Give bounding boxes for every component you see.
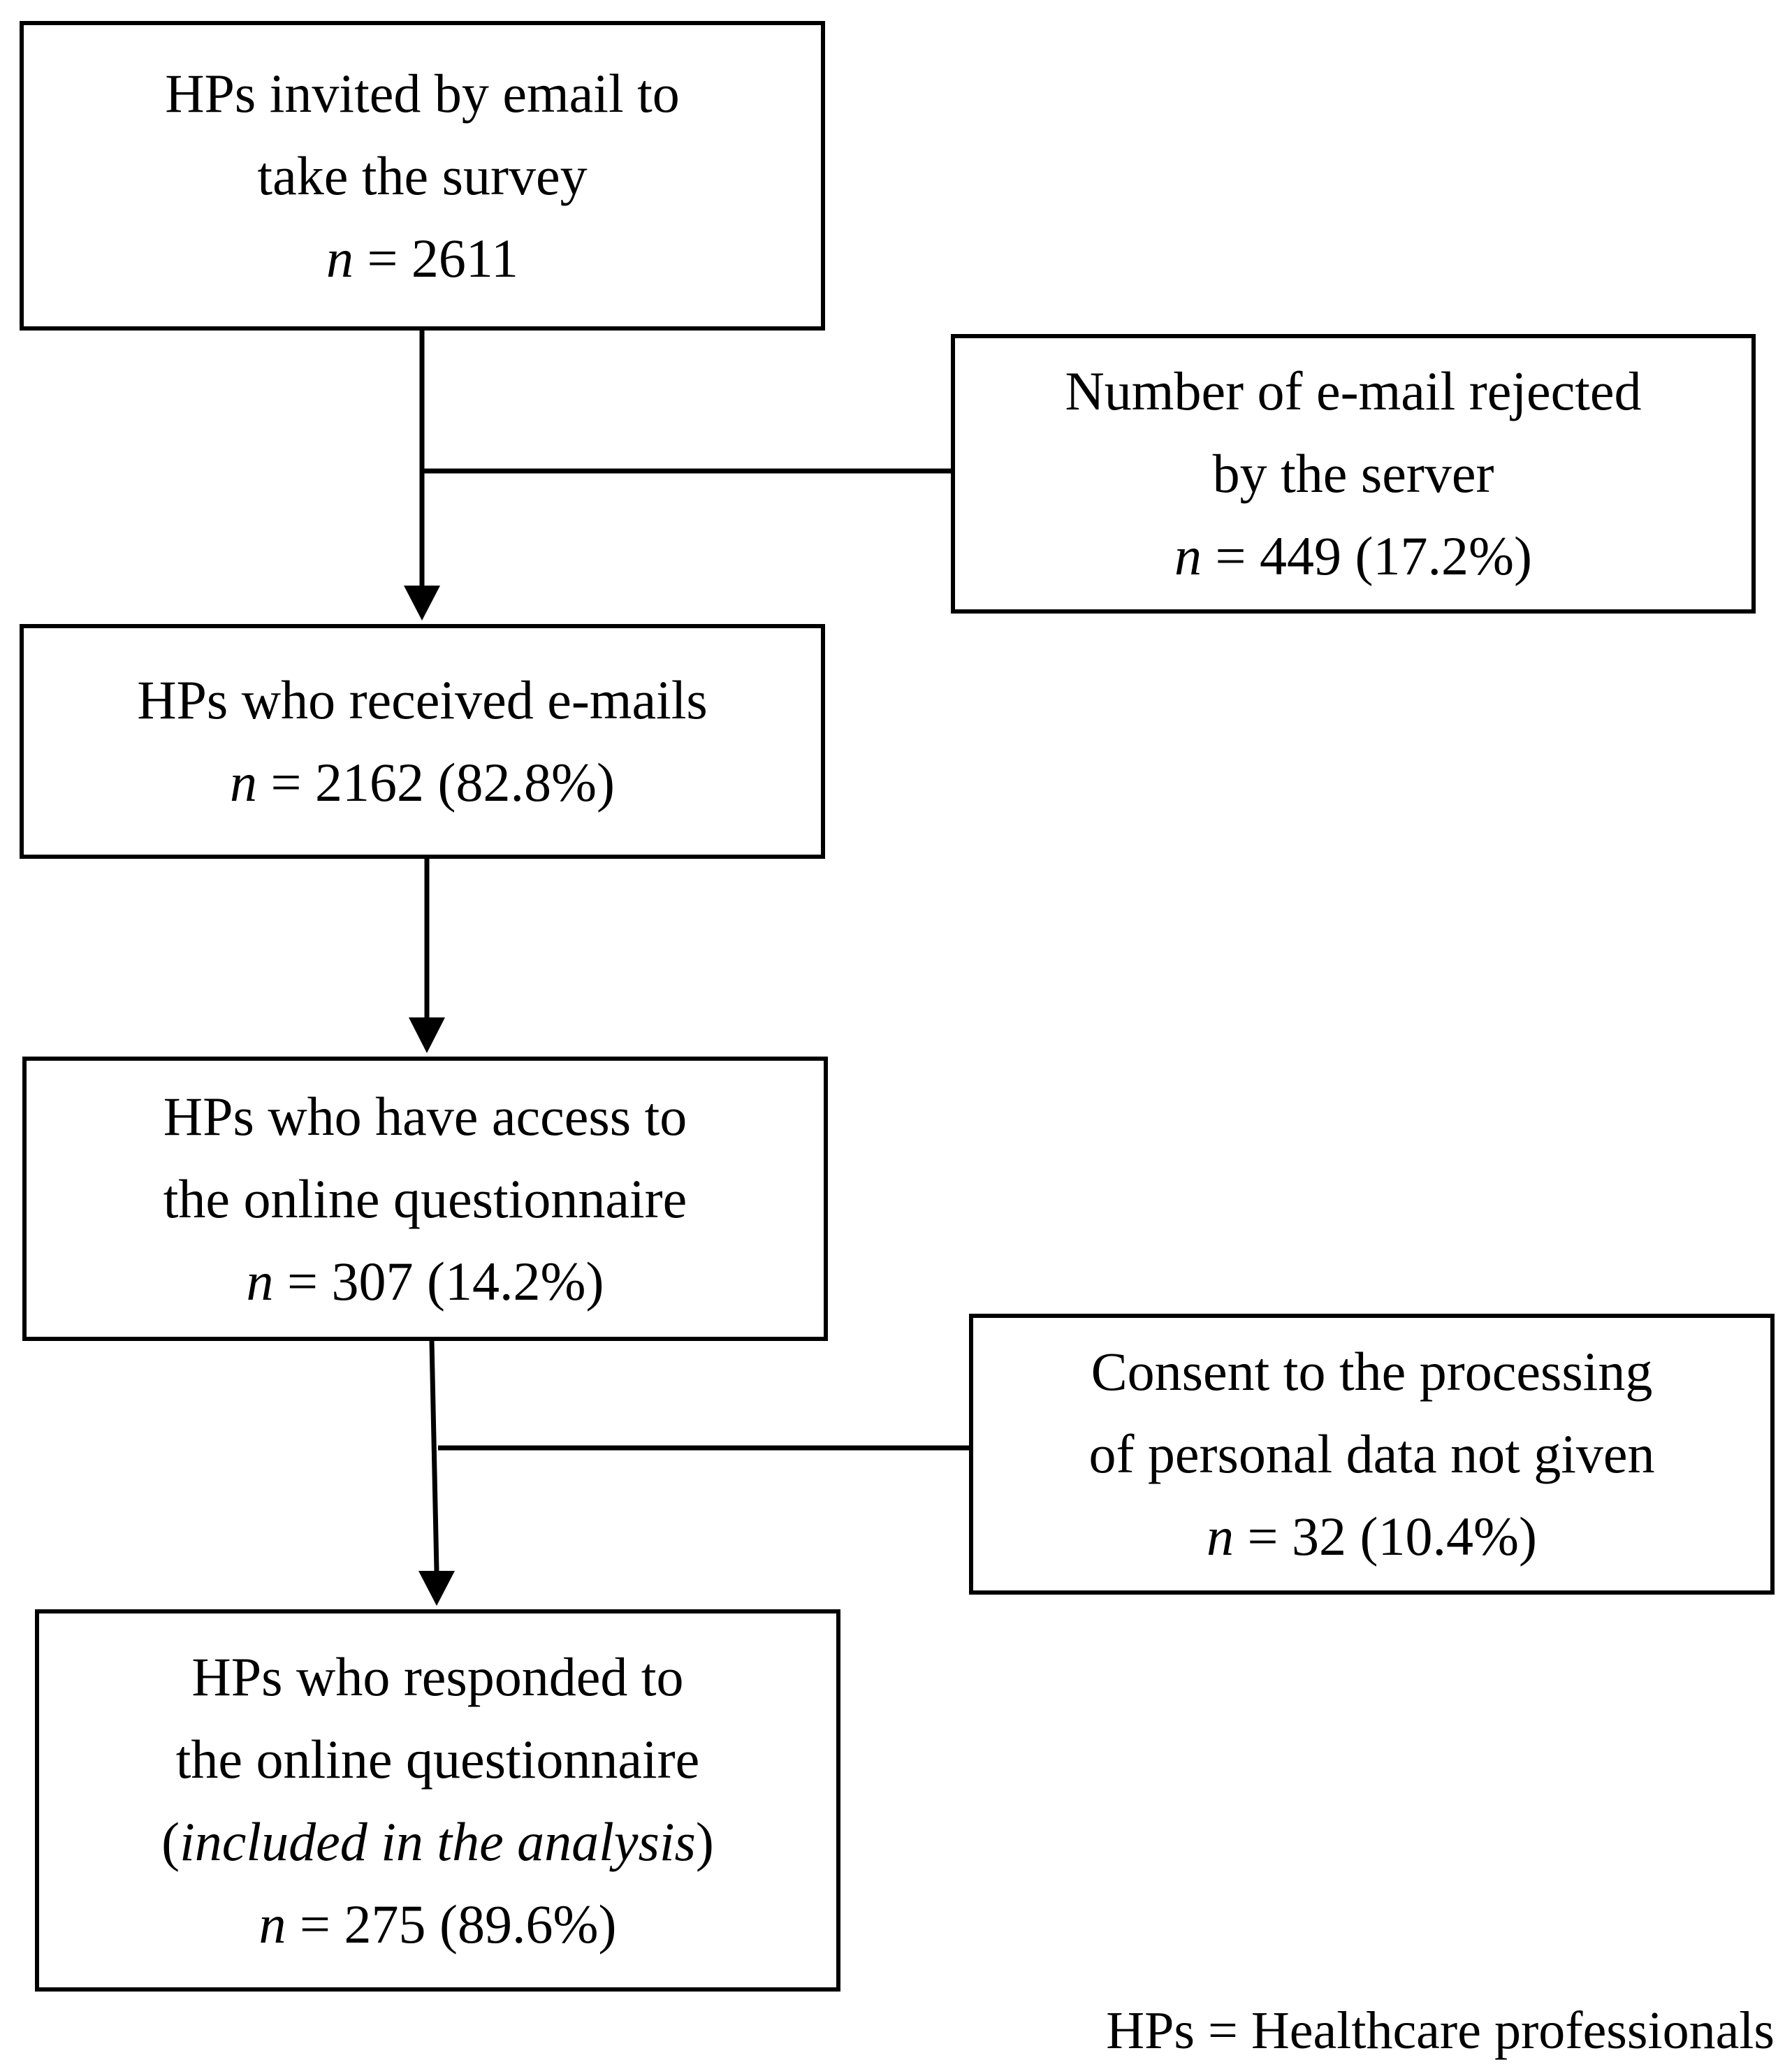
box-invited [20, 21, 825, 331]
box-consent [969, 1314, 1775, 1595]
box-consent-count: = 32 (10.4%) [1247, 1506, 1537, 1567]
n-label: n [1207, 1506, 1234, 1567]
box-consent-line2: of personal data not given [1088, 1423, 1655, 1484]
box-consent-count-line [1207, 1495, 1537, 1578]
box-received-count: = 2162 (82.8%) [270, 752, 615, 813]
box-invited-line2: take the survey [257, 145, 588, 206]
box-received [20, 624, 825, 859]
connector-access-to-responded [432, 1341, 437, 1571]
box-rejected-line1: Number of e-mail rejected [1065, 361, 1642, 421]
paren-open: ( [161, 1811, 180, 1872]
box-responded-count-line [259, 1883, 617, 1966]
box-responded-line2: the online questionnaire [175, 1728, 700, 1790]
n-label: n [326, 227, 354, 289]
box-rejected [951, 334, 1756, 614]
box-invited-count-line [326, 217, 518, 300]
box-responded-count: = 275 (89.6%) [300, 1893, 617, 1954]
box-rejected-count: = 449 (17.2%) [1215, 525, 1532, 586]
box-consent-line1: Consent to the processing [1091, 1341, 1653, 1402]
footnote: HPs = Healthcare professionals [1106, 2001, 1775, 2060]
n-label: n [258, 1893, 286, 1954]
n-label: n [246, 1250, 274, 1312]
box-access-line2: the online questionnaire [163, 1168, 687, 1229]
box-access-count-line [247, 1240, 604, 1323]
n-label: n [1174, 525, 1202, 586]
arrowhead-access [409, 1017, 445, 1053]
box-access-line1: HPs who have access to [163, 1085, 687, 1147]
box-access-count: = 307 (14.2%) [287, 1250, 604, 1312]
analysis-note: included in the analysis [180, 1811, 696, 1872]
box-rejected-line2: by the server [1212, 443, 1494, 504]
n-label: n [230, 752, 258, 813]
box-invited-line1: HPs invited by email to [165, 62, 680, 124]
paren-close: ) [695, 1811, 714, 1872]
box-received-count-line [230, 741, 615, 824]
box-responded-line3 [161, 1801, 714, 1883]
box-rejected-count-line [1174, 515, 1532, 597]
box-responded-line1: HPs who responded to [191, 1646, 684, 1707]
arrowhead-responded [418, 1571, 455, 1606]
box-access [22, 1057, 828, 1341]
box-received-line1: HPs who received e-mails [137, 669, 708, 730]
box-responded [35, 1609, 840, 1992]
arrowhead-received [404, 586, 440, 621]
box-invited-count: = 2611 [367, 227, 519, 289]
